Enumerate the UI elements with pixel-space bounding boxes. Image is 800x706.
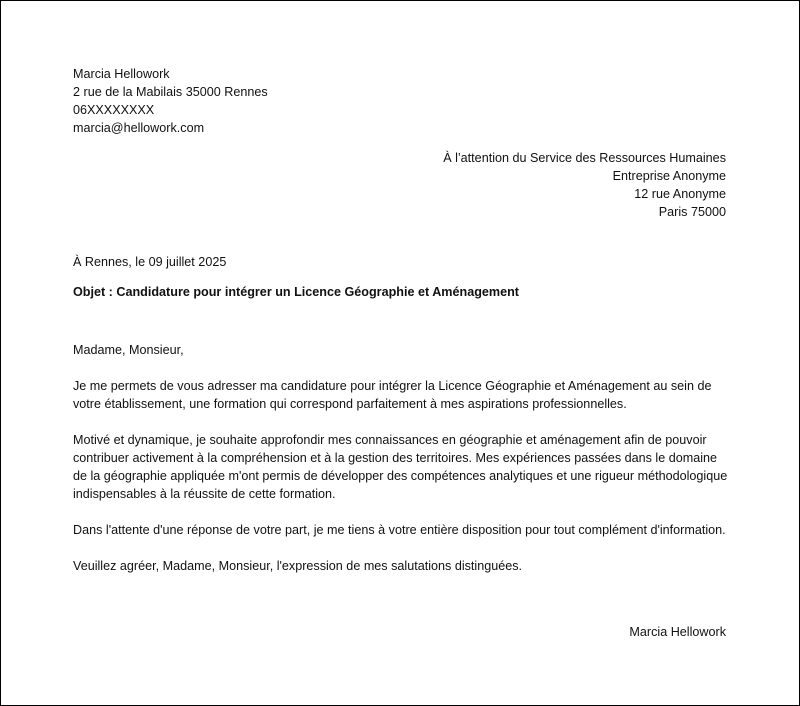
body-paragraph-2: Motivé et dynamique, je souhaite approfondir mes connaissances en géographie et aménagement afin de pouvoir contribuer activement à la compréhension et à la gestion des territoires. Mes expériences passées dans le domaine de la géographie appliquée m'ont permis de développer des compétences analytiques et une rigueur méthodologique indispensables à la réussite de cette formation. (73, 433, 728, 501)
body-paragraph-1: Je me permets de vous adresser ma candidature pour intégrer la Licence Géographie et Aménagement au sein de votre établissement, une formation qui correspond parfaitement à mes aspirations professionnelles. (73, 379, 712, 411)
sender-address: 2 rue de la Mabilais 35000 Rennes (73, 85, 268, 99)
body-paragraph-3: Dans l'attente d'une réponse de votre part, je me tiens à votre entière disposition pour tout complément d'information. (73, 523, 726, 537)
sender-block (73, 65, 473, 137)
sender-phone: 06XXXXXXXX (73, 103, 155, 117)
signature: Marcia Hellowork (629, 625, 726, 639)
recipient-city: Paris 75000 (658, 205, 726, 219)
sender-name: Marcia Hellowork (73, 67, 170, 81)
letter-subject: Objet : Candidature pour intégrer un Licence Géographie et Aménagement (73, 285, 519, 299)
salutation: Madame, Monsieur, (73, 343, 184, 357)
recipient-attention: À l’attention du Service des Ressources Humaines (443, 151, 726, 165)
recipient-block (306, 149, 726, 221)
recipient-street: 12 rue Anonyme (634, 187, 726, 201)
letter-body (73, 341, 733, 593)
closing-paragraph: Veuillez agréer, Madame, Monsieur, l'expression de mes salutations distinguées. (73, 559, 523, 573)
sender-email: marcia@hellowork.com (73, 121, 205, 135)
letter-date: À Rennes, le 09 juillet 2025 (73, 255, 227, 269)
recipient-company: Entreprise Anonyme (612, 169, 726, 183)
